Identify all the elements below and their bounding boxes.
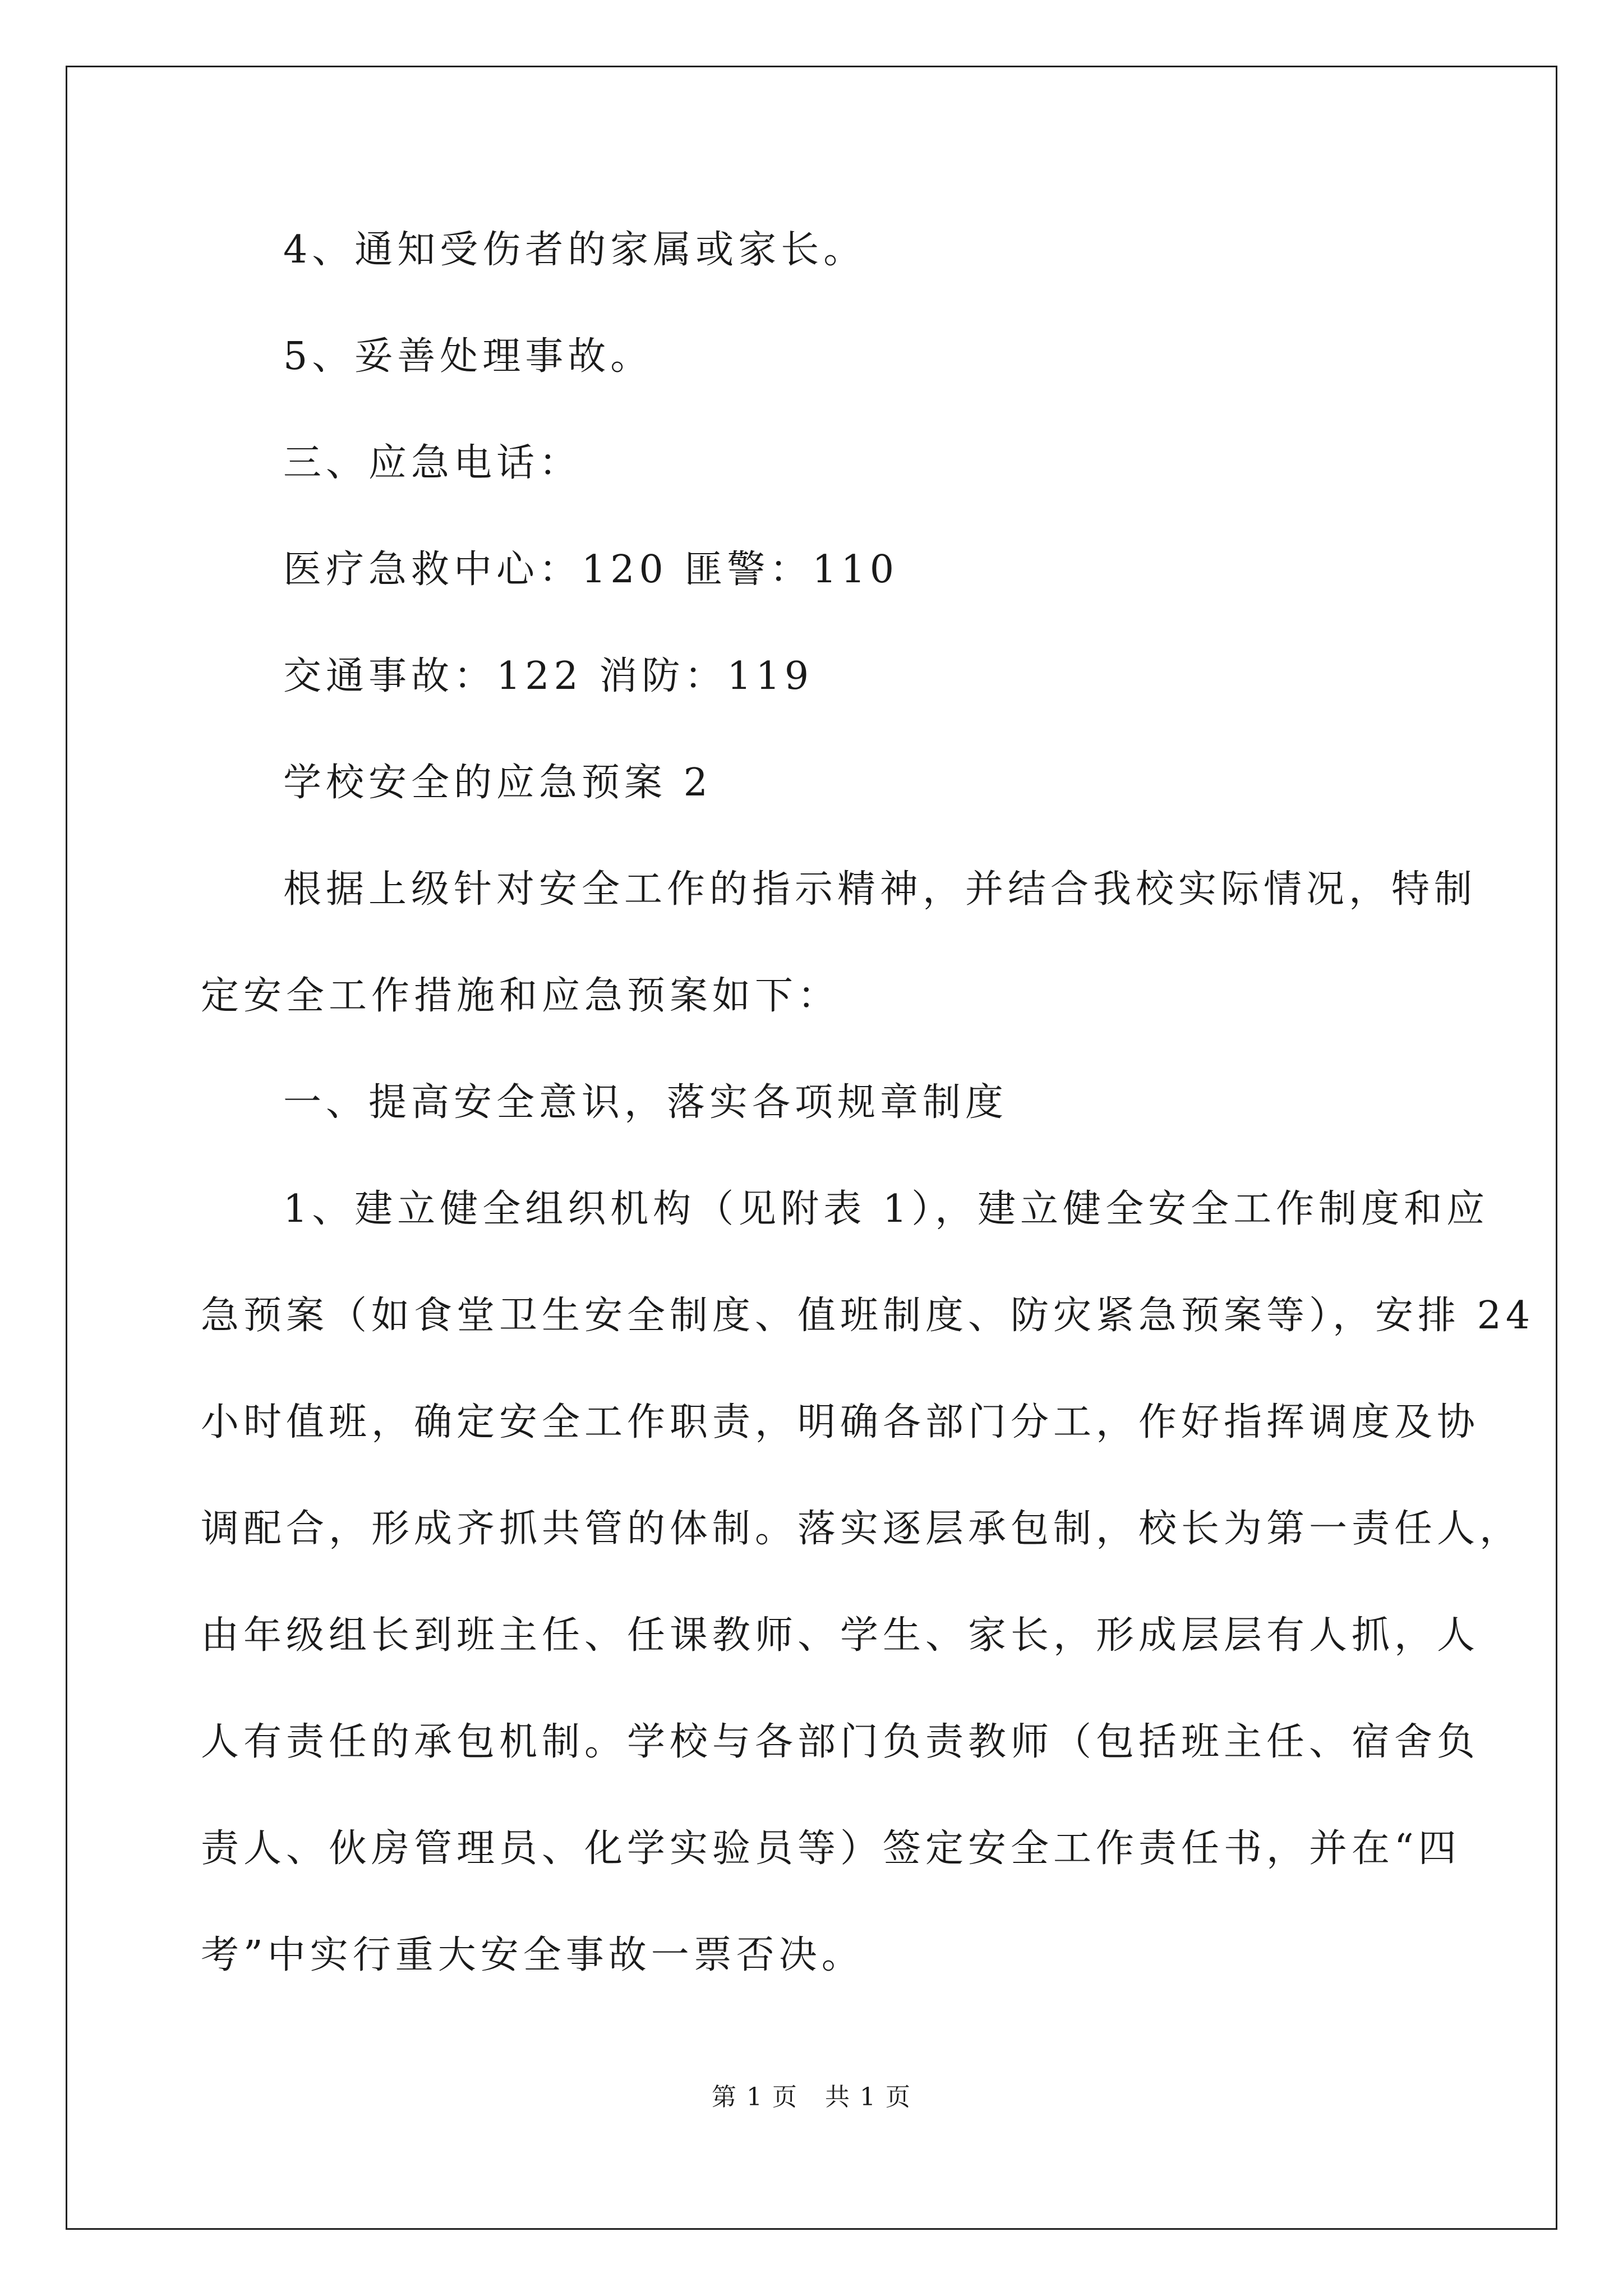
paragraph-line: 急预案（如食堂卫生安全制度、值班制度、防灾紧急预案等），安排 24	[201, 1294, 1535, 1338]
paragraph-line: 根据上级针对安全工作的指示精神，并结合我校实际情况，特制	[283, 867, 1477, 912]
paragraph-line: 小时值班，确定安全工作职责，明确各部门分工，作好指挥调度及协	[201, 1400, 1480, 1444]
page-number-footer: 第 1 页 共 1 页	[712, 2083, 911, 2111]
paragraph-line: 1、建立健全组织机构（见附表 1），建立健全安全工作制度和应	[283, 1187, 1490, 1231]
paragraph-line: 5、妥善处理事故。	[283, 334, 653, 379]
paragraph-line: 调配合，形成齐抓共管的体制。落实逐层承包制，校长为第一责任人，	[201, 1507, 1523, 1551]
paragraph-line: 定安全工作措施和应急预案如下：	[201, 974, 841, 1018]
paragraph-line: 4、通知受伤者的家属或家长。	[283, 228, 866, 272]
paragraph-line: 考”中实行重大安全事故一票否决。	[201, 1933, 864, 1977]
paragraph-line: 责人、伙房管理员、化学实验员等）签定安全工作责任书，并在“四	[201, 1826, 1461, 1871]
paragraph-line: 由年级组长到班主任、任课教师、学生、家长，形成层层有人抓，人	[201, 1613, 1480, 1658]
section-heading: 三、应急电话：	[283, 441, 582, 485]
paragraph-line: 交通事故：122 消防：119	[283, 654, 814, 698]
section-heading: 一、提高安全意识，落实各项规章制度	[283, 1080, 1008, 1125]
document-title: 学校安全的应急预案 2	[283, 761, 712, 805]
paragraph-line: 医疗急救中心：120 匪警：110	[283, 547, 899, 592]
paragraph-line: 人有责任的承包机制。学校与各部门负责教师（包括班主任、宿舍负	[201, 1720, 1480, 1764]
